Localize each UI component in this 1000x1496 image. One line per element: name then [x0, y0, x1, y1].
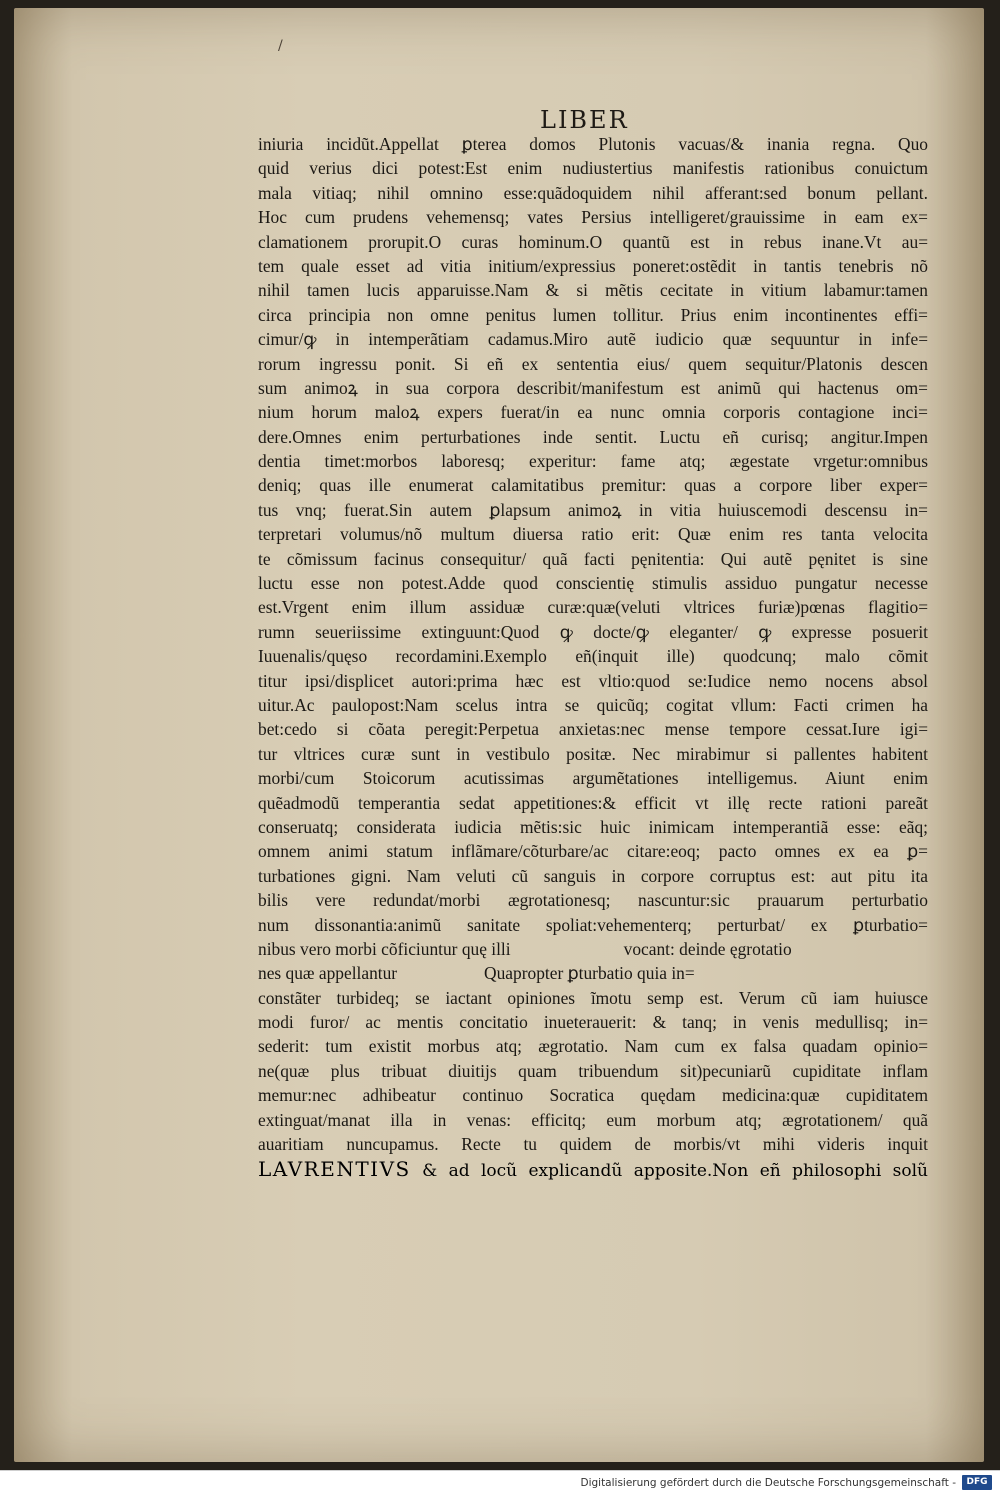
text-line: ne(quæ plus tribuat diuitijs quam tribuendum sit)pecuniarũ cupiditate inflam	[258, 1060, 928, 1081]
text-line: dere.Omnes enim perturbationes inde sentit. Luctu eñ curisq; angitur.Impen	[258, 426, 928, 447]
text-line: nes quæ appellantur Quapropter ꝑturbatio quia in=	[258, 963, 695, 984]
text-line: conseruatq; considerata iudicia mẽtis:sic huic inimicam intemperantiã esse: eãq;	[258, 816, 928, 837]
text-line: morbi/cum Stoicorum acutissimas argumẽtationes intelligemus. Aiunt enim	[258, 768, 928, 789]
text-line: rorum ingressu ponit. Si eñ ex sententia eius/ quem sequitur/Platonis descen	[258, 353, 928, 374]
text-line: titur ipsi/displicet autori:prima hæc est vltio:quod se:Iudice nemo nocens absol	[258, 670, 928, 691]
text-line: Hoc cum prudens vehemensq; vates Persius intelligeret/grauissime in eam ex=	[258, 207, 928, 228]
text-line: nium horum maloꝝ expers fuerat/in ea nunc omnia corporis contagione inci=	[258, 402, 928, 423]
text-line: nibus vero morbi cõficiuntur quę illi vocant: deinde ęgrotatio	[258, 938, 792, 959]
text-line: dentia timet:morbos laboresq; experitur: fame atq; ægestate vrgetur:omnibus	[258, 451, 928, 472]
text-line: quid verius dici potest:Est enim nudiustertius manifestis rationibus conuictum	[258, 158, 928, 179]
text-line: deniq; quas ille enumerat calamitatibus premitur: quas a corpore liber exper=	[258, 475, 928, 496]
page-mark: /	[278, 38, 283, 54]
text-line: clamationem prorupit.O curas hominum.O quantũ est in rebus inane.Vt au=	[258, 231, 928, 252]
text-line: quẽadmodũ temperantia sedat appetitiones:& efficit vt illę recte rationi pareãt	[258, 792, 928, 813]
text-line: sederit: tum existit morbus atq; ægrotatio. Nam cum ex falsa quadam opinio=	[258, 1036, 928, 1057]
text-line: Iuuenalis/quęso recordamini.Exemplo eñ(inquit ille) quodcunq; malo cõmit	[258, 646, 928, 667]
text-line: memur:nec adhibeatur continuo Socratica quędam medicina:quæ cupiditatem	[258, 1085, 928, 1106]
speaker-name: LAVRENTIVS	[258, 1156, 411, 1181]
text-line: nihil tamen lucis apparuisse.Nam & si mẽtis cecitate in vitium labamur:tamen	[258, 280, 928, 301]
footer-bar	[0, 1470, 1000, 1496]
text-line: rumn seueriissime extinguunt:Quod ꝙ docte/ꝙ eleganter/ ꝙ expresse posuerit	[258, 621, 928, 642]
text-line: mala vitiaq; nihil omnino esse:quãdoquidem nihil afferant:sed bonum pellant.	[258, 182, 928, 203]
text-line: tur vltrices curæ sunt in vestibulo positæ. Nec mirabimur si pallentes habitent	[258, 743, 928, 764]
text-line: constãter turbideq; se iactant opiniones ĩmotu semp est. Verum cũ iam huiusce	[258, 987, 928, 1008]
text-line: cimur/ꝙ in intemperãtiam cadamus.Miro autẽ iudicio quæ sequuntur in infe=	[258, 329, 928, 350]
text-line: tus vnq; fuerat.Sin autem ꝑlapsum animoꝝ in vitia huiuscemodi descensu in=	[258, 499, 928, 520]
running-head: LIBER	[540, 106, 629, 134]
text-line: circa principia non omne penitus lumen tollitur. Prius enim incontinentes effi=	[258, 304, 928, 325]
text-line: iniuria incidũt.Appellat ꝑterea domos Plutonis vacuas/& inania regna. Quo	[258, 134, 928, 154]
body-text	[258, 132, 928, 1156]
text-line: num dissonantia:animũ sanitate spoliat:vehementerq; perturbat/ ex ꝑturbatio=	[258, 914, 928, 935]
text-line: tem quale esset ad vitia initium/expressius poneret:ostẽdit in tantis tenebris nõ	[258, 255, 928, 276]
text-line: bilis vere redundat/morbi ægrotationesq; nascuntur:sic prauarum perturbatio	[258, 890, 928, 911]
text-line: auaritiam nuncupamus. Recte tu quidem de morbis/vt mihi videris inquit	[258, 1134, 928, 1155]
text-line: luctu esse non potest.Adde quod conscientię stimulis assiduo pungatur necesse	[258, 573, 928, 594]
footer-credit: Digitalisierung gefördert durch die Deutsche Forschungsgemeinschaft -	[580, 1477, 956, 1489]
text-line: uitur.Ac paulopost:Nam scelus intra se quicũq; cogitat vllum: Facti crimen ha	[258, 694, 928, 715]
dfg-logo: DFG	[962, 1475, 992, 1490]
text-line-last	[258, 1157, 928, 1181]
text-line: turbationes gigni. Nam veluti cũ sanguis in corpore corruptus est: aut pitu ita	[258, 865, 928, 886]
text-line: omnem animi statum inflãmare/cõturbare/ac citare:eoq; pacto omnes ex ea ꝑ=	[258, 841, 928, 862]
text-line: bet:cedo si cõata peregit:Perpetua anxietas:nec mense tempore cessat.Iure igi=	[258, 719, 928, 740]
text-line: modi furor/ ac mentis concitatio inueterauerit: & tanq; in venis medullisq; in=	[258, 1012, 928, 1033]
text-line: terpretari volumus/nõ multum diuersa ratio erit: Quæ enim res tanta velocita	[258, 524, 928, 545]
text-line: extinguat/manat illa in venas: efficitq; eum morbum atq; ægrotationem/ quã	[258, 1109, 928, 1130]
text-line: sum animoꝝ in sua corpora describit/manifestum est animũ qui hactenus om=	[258, 377, 928, 398]
last-line-rest: & ad locũ explicandũ apposite.Non eñ philosophi solũ	[410, 1160, 928, 1181]
text-line: est.Vrgent enim illum assiduæ curæ:quæ(veluti vltrices furiæ)pœnas flagitio=	[258, 597, 928, 618]
text-line: te cõmissum facinus consequitur/ quã facti pęnitentia: Qui autẽ pęnitet is sine	[258, 548, 928, 569]
